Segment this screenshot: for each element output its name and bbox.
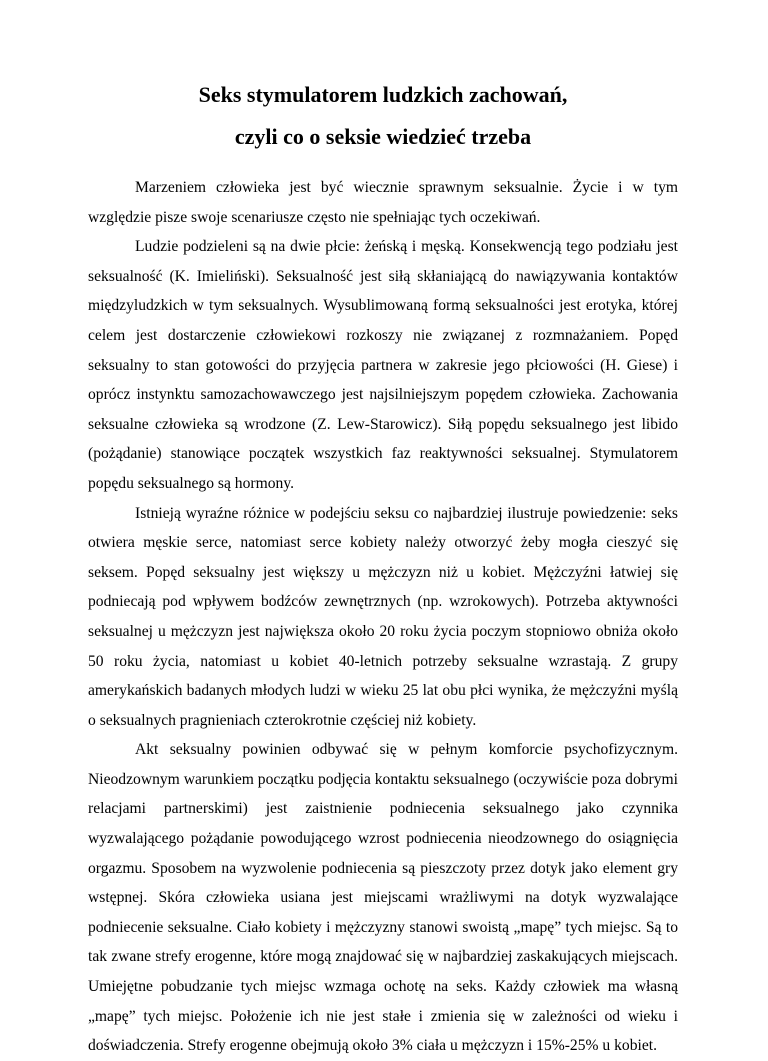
title-line-1: Seks stymulatorem ludzkich zachowań, bbox=[198, 82, 568, 107]
paragraph: Akt seksualny powinien odbywać się w pełnym komforcie psychofizycznym. Nieodzownym warunkiem początku podjęcia kontaktu seksualnego (oczywiście poza dobrymi relacjami partnerskimi) jest zaistnienie podniecenia seksualnego jako czynnika wyzwalającego pożądanie powodującego wzrost podniecenia nieodzownego do osiągnięcia orgazmu. Sposobem na wyzwolenie podniecenia są pieszczoty przez dotyk jako element gry wstępnej. Skóra człowieka usiana jest miejscami wrażliwymi na dotyk wyzwalające podniecenie seksualne. Ciało kobiety i mężczyzny stanowi swoistą „mapę” tych miejsc. Są to tak zwane strefy erogenne, które mogą znajdować się w najbardziej zaskakujących miejscach. Umiejętne pobudzanie tych miejsc wzmaga ochotę na seks. Każdy człowiek ma własną „mapę” tych miejsc. Położenie ich nie jest stałe i zmienia się w zależności od wieku i doświadczenia. Strefy erogenne obejmują około 3% ciała u mężczyzn i 15%-25% u kobiet. bbox=[88, 741, 678, 1055]
title-line-2: czyli co o seksie wiedzieć trzeba bbox=[234, 124, 532, 149]
paragraph: Istnieją wyraźne różnice w podejściu seksu co najbardziej ilustruje powiedzenie: seks otwiera męskie serce, natomiast serce kobiety należy otworzyć żeby mogła cieszyć się seksem. Popęd seksualny jest większy u mężczyzn niż u kobiet. Mężczyźni łatwiej się podniecają pod wpływem bodźców zewnętrznych (np. wzrokowych). Potrzeba aktywności seksualnej u mężczyzn jest największa około 20 roku życia poczym stopniowo obniża około 50 roku życia, natomiast u kobiet 40-letnich potrzeby seksualne wzrastają. Z grupy amerykańskich badanych młodych ludzi w wieku 25 lat obu płci wynika, że mężczyźni myślą o seksualnych pragnieniach czterokrotnie częściej niż kobiety. bbox=[88, 504, 678, 729]
paragraph: Ludzie podzieleni są na dwie płcie: żeńską i męską. Konsekwencją tego podziału jest seksualność (K. Imieliński). Seksualność jest siłą skłaniającą do nawiązywania kontaktów międzyludzkich w tym seksualnych. Wysublimowaną formą seksualności jest erotyka, której celem jest dostarczenie człowiekowi rozkoszy nie związanej z rozmnażaniem. Popęd seksualny to stan gotowości do przyjęcia partnera w zakresie jego płciowości (H. Giese) i oprócz instynktu samozachowawczego jest najsilniejszym popędem człowieka. Zachowania seksualne człowieka są wrodzone (Z. Lew-Starowicz). Siłą popędu seksualnego jest libido (pożądanie) stanowiące początek wszystkich faz reaktywności seksualnej. Stymulatorem popędu seksualnego są hormony. bbox=[88, 238, 678, 492]
paragraph: Marzeniem człowieka jest być wiecznie sprawnym seksualnie. Życie i w tym względzie pisze swoje scenariusze często nie spełniając tych oczekiwań. bbox=[88, 179, 678, 226]
document-body bbox=[88, 173, 678, 1061]
document-title bbox=[88, 80, 678, 152]
